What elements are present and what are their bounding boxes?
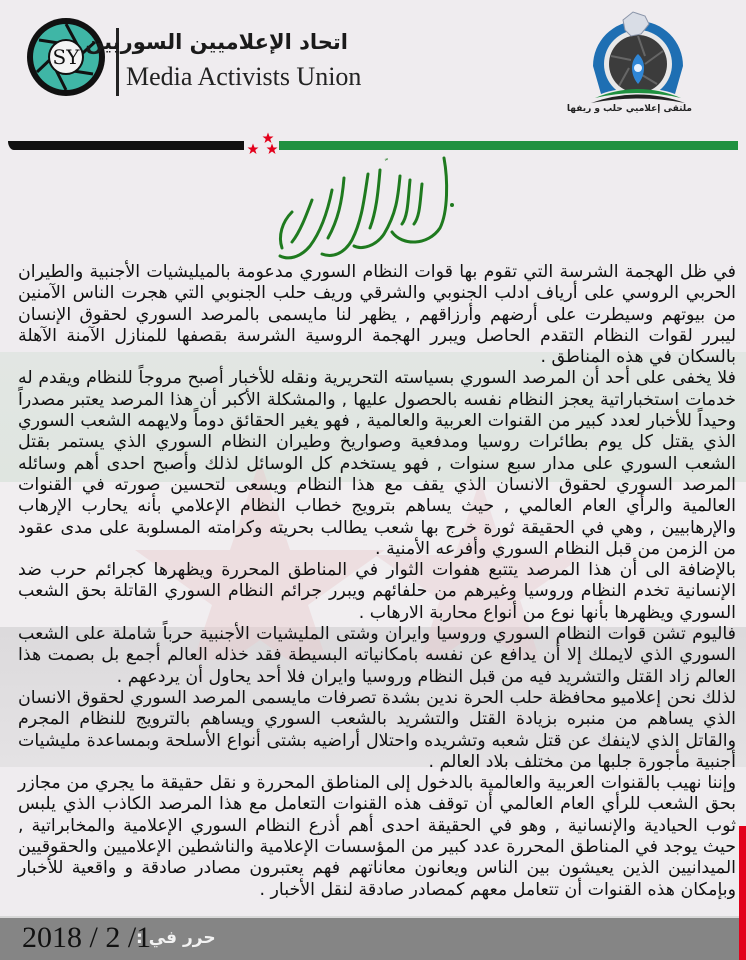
issue-date: 2018 / 2 /1 bbox=[22, 921, 152, 954]
aleppo-media-forum-logo bbox=[566, 6, 701, 118]
basmala-calligraphy bbox=[252, 150, 462, 262]
statement-paragraph: وإننا نهيب بالقنوات العربية والعالمية بالدخول إلى المناطق المحررة و نقل حقيقة ما يجري من مجازر بحق الشعب للرأي العام العالمي أن توقف هذه القنوات التعامل مع هذا المرصد الكاذب الذي يلبس ثوب الحيادية والإنسانية , وهو في الحقيقة احدى أهم أذرع النظام السوري الإعلامية والمخابراتية , حيث يوجد في المناطق المحررة عدد كبير من المؤسسات الإعلامية والناشطين الإعلاميين والحقوقيين الميدانيين الذين يعيشون بين الناس ويعانون معاناتهم فهم يعتبرون مصادر صادقة و واقعية للأخبار وبإمكان هذه القنوات أن تتعامل معهم كمصادر صادقة لنقل الأخبار . bbox=[18, 773, 736, 900]
statement-paragraph: في ظل الهجمة الشرسة التي تقوم بها قوات النظام السوري مدعومة بالميليشيات الأجنبية والطيران الحربي الروسي على أرياف ادلب الجنوبي والشرقي وريف حلب الجنوبي التي هجرت الناس الآمنين من بيوتهم وسيطرت على أرضهم وأرزاقهم , يظهر لنا مايسمى بالمرصد السوري لحقوق الإنسان ليبرر لقوات النظام التقدم الحاصل ويبرر الهجمة الروسية الشرسة بقصفها للمنازل الآمنة الآهلة بالسكان في هذه المناطق . bbox=[18, 262, 736, 368]
union-name-arabic: اتحاد الإعلاميين السوريين bbox=[85, 30, 348, 54]
aleppo-logo-caption: ملتقى إعلاميي حلب و ريفها bbox=[566, 104, 692, 114]
flag-green-stripe bbox=[279, 141, 738, 150]
flag-black-stripe bbox=[8, 141, 244, 150]
statement-body bbox=[18, 262, 736, 901]
footer-bar bbox=[0, 916, 739, 960]
statement-paragraph: فاليوم تشن قوات النظام السوري وروسيا وايران وشتى المليشيات الأجنبية حرباً شاملة على الشعب السوري الذي لايملك إلا أن يدافع عن نفسه بامكانياته البسيطة فقد خذله العالم أجمع بل بصمت هذا العالم زاد القتل والتشريد فيه من قبل النظام وروسيا وايران فلا أحد يحاول أن يردعهم . bbox=[18, 624, 736, 687]
logo-initials: SY bbox=[52, 45, 80, 69]
svg-text:ّ bbox=[384, 158, 388, 161]
red-edge-stripe bbox=[739, 826, 746, 960]
statement-paragraph: فلا يخفى على أحد أن المرصد السوري بسياسته التحريرية ونقله للأخبار أصبح مروجاً للنظام ويقدم له خدمات استخباراتية يعجز النظام نفسه بالحصول عليها , والمشكلة الأكبر أن هذا المرصد يعتبر مصدراً وحيداً للأخبار لعدد كبير من القنوات العربية والعالمية , فهو يغير الحقائق دوماً ولايهمه الشعب السوري الذي يقتل كل يوم بطائرات روسيا ومدفعية وصواريخ وطيران النظام السوري الذي يستمر بقتل الشعب السوري على مدار سبع سنوات , فهو يستخدم كل الوسائل لذلك وأصبح احدى أهم وسائله المرصد السوري لحقوق الانسان الذي يقف مع هذا النظام ويسعى لتحسين صورته في القنوات العالمية والرأي العام العالمي , حيث يساهم بترويج خطاب النظام الإعلامي بأنه يحارب الإرهاب والإرهابيين , وهي في الحقيقة ثورة خرج بها شعب يطالب بحريته وكرامته المسلوبة على مدى عقود من الزمن من قبل النظام السوري وأفرعه الأمنية . bbox=[18, 368, 736, 559]
issued-on-label: حرر في : bbox=[136, 928, 216, 948]
union-name-english: Media Activists Union bbox=[126, 62, 362, 91]
statement-paragraph: لذلك نحن إعلاميو محافظة حلب الحرة ندين بشدة تصرفات مايسمى المرصد السوري لحقوق الانسان الذي يساهم من منبره بزيادة القتل والتشريد بالشعب السوري ويساهم بالترويج للنظام المجرم والقاتل الذي لاينفك عن قتل شعبه وتشريده واحتلال أراضيه بشتى أنواع الأسلحة وبمساعدة مليشيات أجنبية مأجورة جلبها من مختلف بلاد العالم . bbox=[18, 687, 736, 772]
letterhead bbox=[0, 0, 746, 120]
statement-paragraph: بالإضافة الى أن هذا المرصد يتتبع هفوات الثوار في المناطق المحررة ويظهرها كجرائم حرب ضد الإنسانية تخدم النظام وروسيا وغيرهم من حلفائهم ويبرر جرائم النظام السوري القاتلة بحق الشعب السوري ويظهرها بأنها نوع من أنواع محاربة الارهاب . bbox=[18, 560, 736, 623]
